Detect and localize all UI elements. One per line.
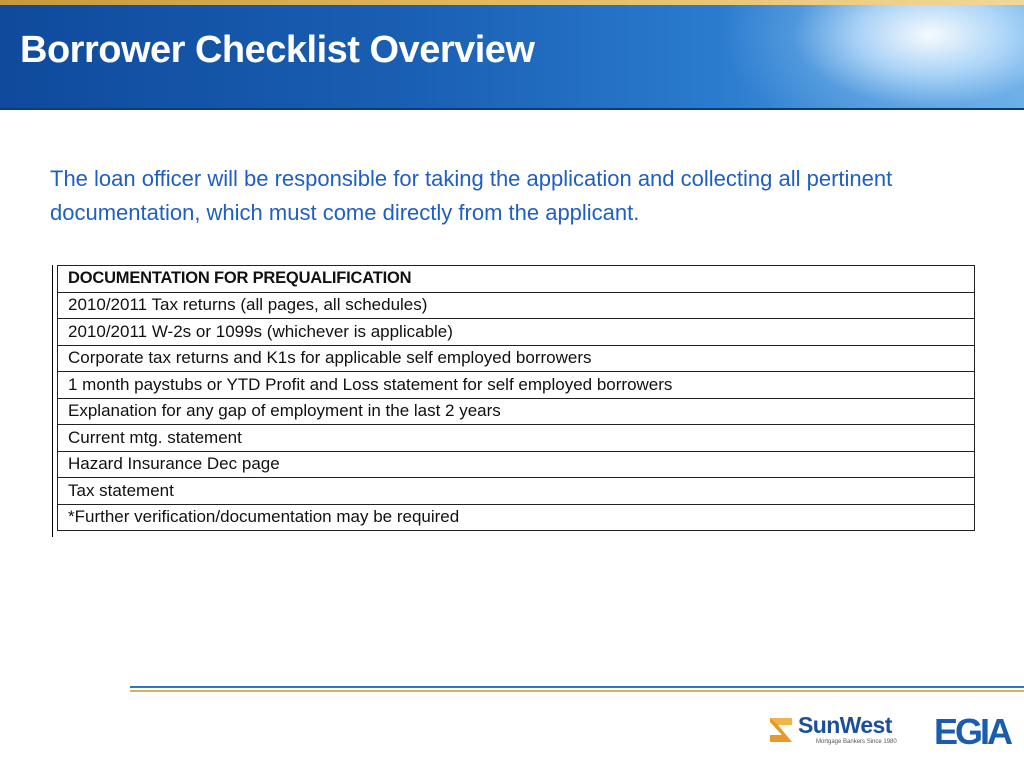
documentation-table	[57, 265, 975, 531]
sunwest-tagline: Mortgage Bankers Since 1980	[816, 739, 897, 745]
table-cell: Current mtg. statement	[58, 425, 975, 452]
intro-paragraph: The loan officer will be responsible for taking the application and collecting all pertinent documentation, which must come directly from the applicant.	[50, 166, 893, 225]
banner-gold-stripe	[0, 0, 1024, 5]
table-row	[58, 425, 975, 452]
banner-bottom-border	[0, 108, 1024, 110]
title-banner	[0, 0, 1024, 110]
svg-text:EGIA: EGIA	[934, 711, 1011, 752]
sunwest-logo	[768, 714, 920, 746]
table-header-row	[58, 266, 975, 293]
slide-title: Borrower Checklist Overview	[20, 29, 535, 71]
table-row	[58, 504, 975, 531]
table-row	[58, 292, 975, 319]
table-row	[58, 319, 975, 346]
table-cell: 1 month paystubs or YTD Profit and Loss statement for self employed borrowers	[58, 372, 975, 399]
egia-logo-icon	[934, 711, 1011, 752]
footer-rule-gold	[130, 690, 1024, 692]
table-row	[58, 372, 975, 399]
table-row	[58, 345, 975, 372]
table-cell: Tax statement	[58, 478, 975, 505]
table-header-cell: DOCUMENTATION FOR PREQUALIFICATION	[58, 266, 975, 293]
sunwest-mark-icon	[768, 716, 794, 744]
table-cell: Hazard Insurance Dec page	[58, 451, 975, 478]
table-cell: Corporate tax returns and K1s for applicable self employed borrowers	[58, 345, 975, 372]
table-row	[58, 451, 975, 478]
table-cell: Explanation for any gap of employment in the last 2 years	[58, 398, 975, 425]
table-row	[58, 398, 975, 425]
table-cell: 2010/2011 Tax returns (all pages, all schedules)	[58, 292, 975, 319]
table-row	[58, 478, 975, 505]
table-cell: *Further verification/documentation may be required	[58, 504, 975, 531]
footer-rule-blue	[130, 686, 1024, 688]
documentation-table-frame	[52, 265, 974, 537]
sunwest-wordmark: SunWest	[798, 712, 892, 738]
table-cell: 2010/2011 W-2s or 1099s (whichever is applicable)	[58, 319, 975, 346]
